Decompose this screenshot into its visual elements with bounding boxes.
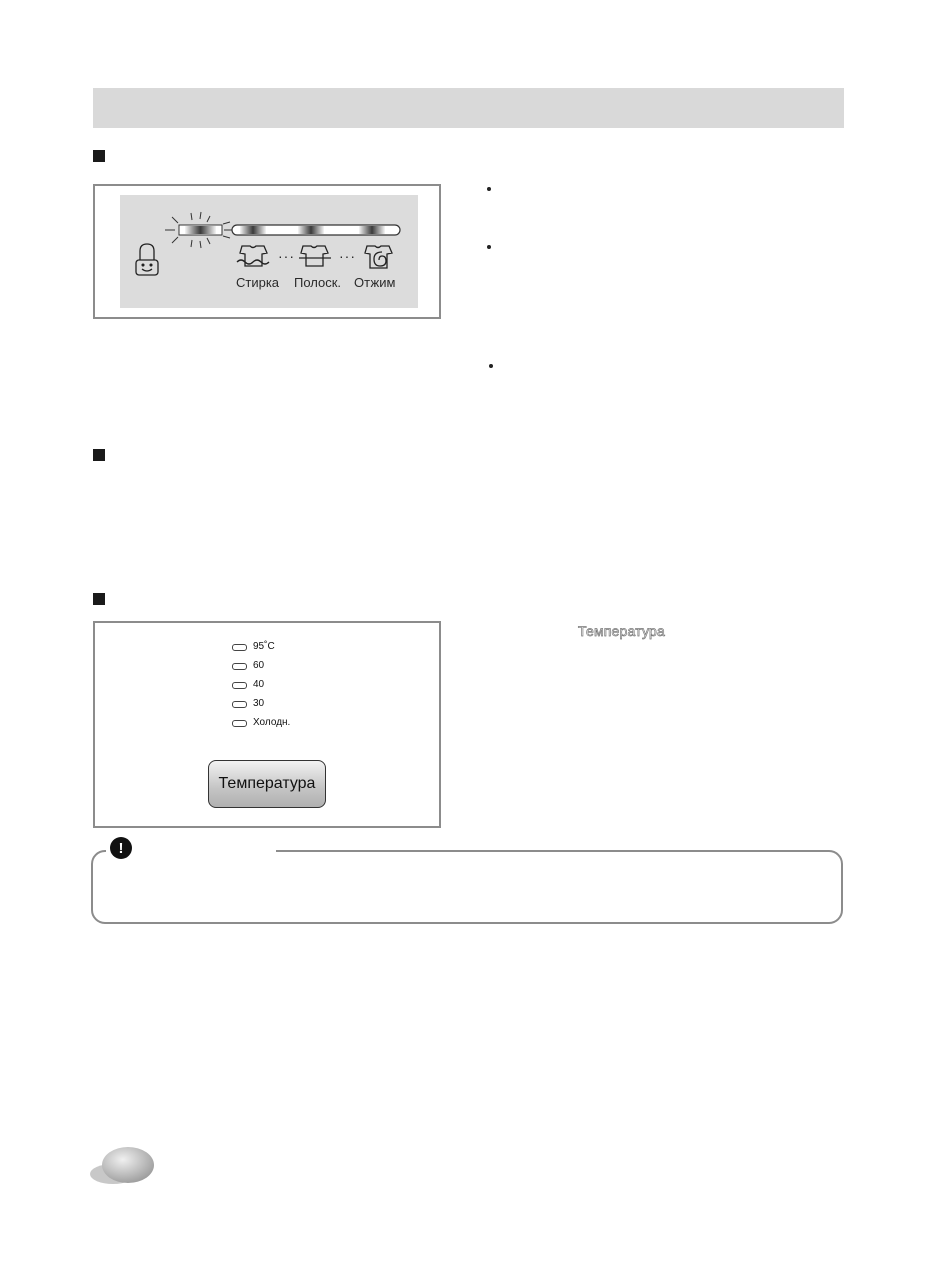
rinse-shirt-icon: [299, 246, 331, 266]
section-marker-icon: [93, 449, 105, 461]
svg-text:···: ···: [278, 248, 295, 264]
header-bar: [93, 88, 844, 128]
temperature-button[interactable]: Температура: [208, 760, 326, 808]
temp-level-40: 40: [253, 679, 265, 690]
temp-level-60: 60: [253, 660, 265, 671]
section-marker-icon: [93, 150, 105, 162]
child-lock-icon: [136, 244, 158, 275]
spin-shirt-icon: [365, 246, 392, 268]
wash-shirt-icon: [237, 246, 269, 266]
bullet-point: [487, 187, 491, 191]
section-marker-icon: [93, 593, 105, 605]
bullet-point: [489, 364, 493, 368]
temp-level-30: 30: [253, 698, 265, 709]
stage-label-rinse: Полоск.: [294, 275, 342, 290]
temp-indicator-led: [232, 701, 247, 708]
exclamation-icon: !: [110, 837, 132, 859]
svg-text:···: ···: [339, 248, 356, 264]
bullet-point: [487, 245, 491, 249]
temp-level-95: 95˚C: [253, 641, 275, 652]
stage-label-spin: Отжим: [354, 275, 396, 290]
progress-display-graphic: [95, 186, 439, 317]
note-box: [91, 850, 843, 924]
page-number-oval: [88, 1143, 158, 1187]
temp-level-cold: Холодн.: [253, 717, 291, 728]
temp-indicator-led: [232, 682, 247, 689]
temp-indicator-led: [232, 663, 247, 670]
temp-indicator-led: [232, 720, 247, 727]
temp-indicator-led: [232, 644, 247, 651]
temperature-caption: Температура: [578, 623, 665, 639]
progress-panel-figure: [93, 184, 441, 319]
stage-label-wash: Стирка: [236, 275, 280, 290]
